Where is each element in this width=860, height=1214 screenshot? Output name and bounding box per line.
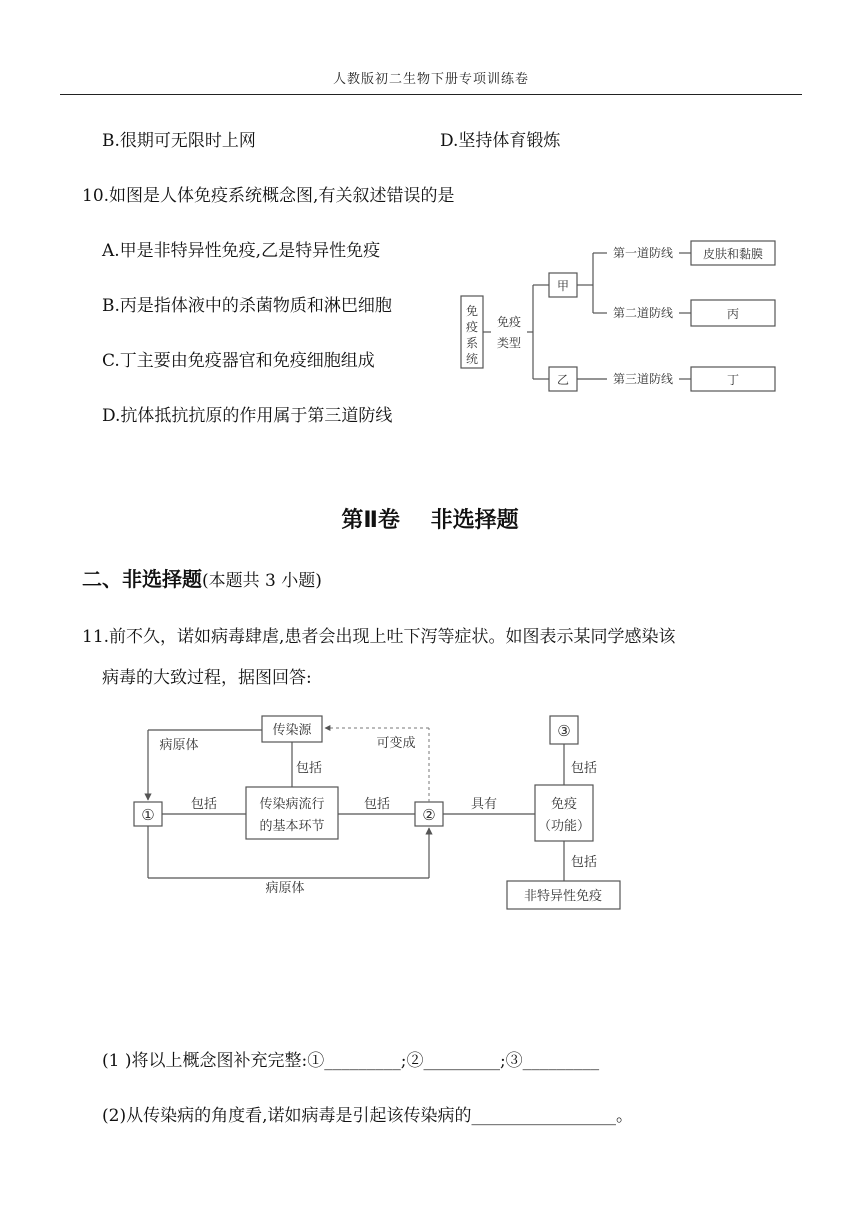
section-title	[0, 503, 860, 534]
blank-1-box: ①	[141, 806, 155, 824]
third-defense-line: 第三道防线	[612, 372, 674, 386]
part-two-title	[82, 563, 322, 592]
skin-mucosa-box: 皮肤和黏膜	[702, 247, 764, 261]
nonspecific-immunity-box: 非特异性免疫	[523, 889, 603, 904]
pathogen-top-label: 病原体	[159, 738, 199, 753]
q10-option-a: A.甲是非特异性免疫,乙是特异性免疫	[102, 241, 381, 261]
type-label-2: 类型	[496, 336, 522, 350]
include-left-label: 包括	[190, 797, 218, 812]
page-header: 人教版初二生物下册专项训练卷	[332, 72, 529, 87]
include-right-label: 包括	[363, 797, 391, 812]
header-rule	[60, 94, 802, 95]
part-two-heading: 二、非选择题	[82, 567, 202, 591]
q10-stem: 10.如图是人体免疫系统概念图,有关叙述错误的是	[82, 186, 455, 206]
root-char-1: 免	[465, 304, 479, 318]
pathogen-bottom-label: 病原体	[265, 881, 305, 896]
include-top-label: 包括	[295, 761, 323, 776]
center-box-line2: 的基本环节	[259, 819, 325, 834]
q9-option-b: B.很期可无限时上网	[102, 131, 256, 151]
q11-stem-line1: 11.前不久，诺如病毒肆虐,患者会出现上吐下泻等症状。如图表示某同学感染该	[82, 627, 676, 647]
can-become-label: 可变成	[376, 736, 416, 751]
type-label-1: 免疫	[496, 315, 522, 329]
first-defense-line: 第一道防线	[612, 246, 674, 260]
blank-2-box: ②	[422, 806, 436, 824]
q11-stem-line2: 病毒的大致过程，据图回答:	[102, 668, 312, 688]
root-char-4: 统	[465, 352, 479, 366]
immune-box-line2: （功能）	[537, 819, 591, 834]
second-defense-line: 第二道防线	[612, 306, 674, 320]
has-label: 具有	[470, 797, 498, 812]
source-box: 传染源	[272, 723, 312, 738]
section-title-volume: 第Ⅱ卷	[341, 508, 400, 533]
immune-system-diagram	[455, 233, 785, 403]
include-down-label: 包括	[570, 855, 598, 870]
ding-box: 丁	[726, 373, 740, 387]
blank-3-box: ③	[557, 722, 571, 740]
yi-box: 乙	[556, 373, 570, 387]
infectious-disease-diagram	[125, 710, 625, 920]
bing-box: 丙	[726, 307, 740, 321]
q11-sub1: (1 )将以上概念图补充完整:①_________;②_________;③_________	[102, 1051, 600, 1071]
include-up-label: 包括	[570, 761, 598, 776]
immune-box-line1: 免疫	[550, 797, 578, 812]
q10-option-d: D.抗体抵抗抗原的作用属于第三道防线	[102, 406, 393, 426]
center-box-line1: 传染病流行	[259, 797, 325, 812]
q9-option-d: D.坚持体育锻炼	[440, 131, 561, 151]
jia-box: 甲	[556, 279, 570, 293]
section-title-type: 非选择题	[430, 508, 519, 533]
q11-sub2: (2)从传染病的角度看,诺如病毒是引起该传染病的_________________。	[102, 1106, 633, 1126]
q10-option-b: B.丙是指体液中的杀菌物质和淋巴细胞	[102, 296, 392, 316]
q10-option-c: C.丁主要由免疫器官和免疫细胞组成	[102, 351, 375, 371]
root-char-2: 疫	[465, 320, 479, 334]
part-two-note: (本题共 3 小题)	[202, 571, 322, 591]
root-char-3: 系	[465, 336, 479, 350]
